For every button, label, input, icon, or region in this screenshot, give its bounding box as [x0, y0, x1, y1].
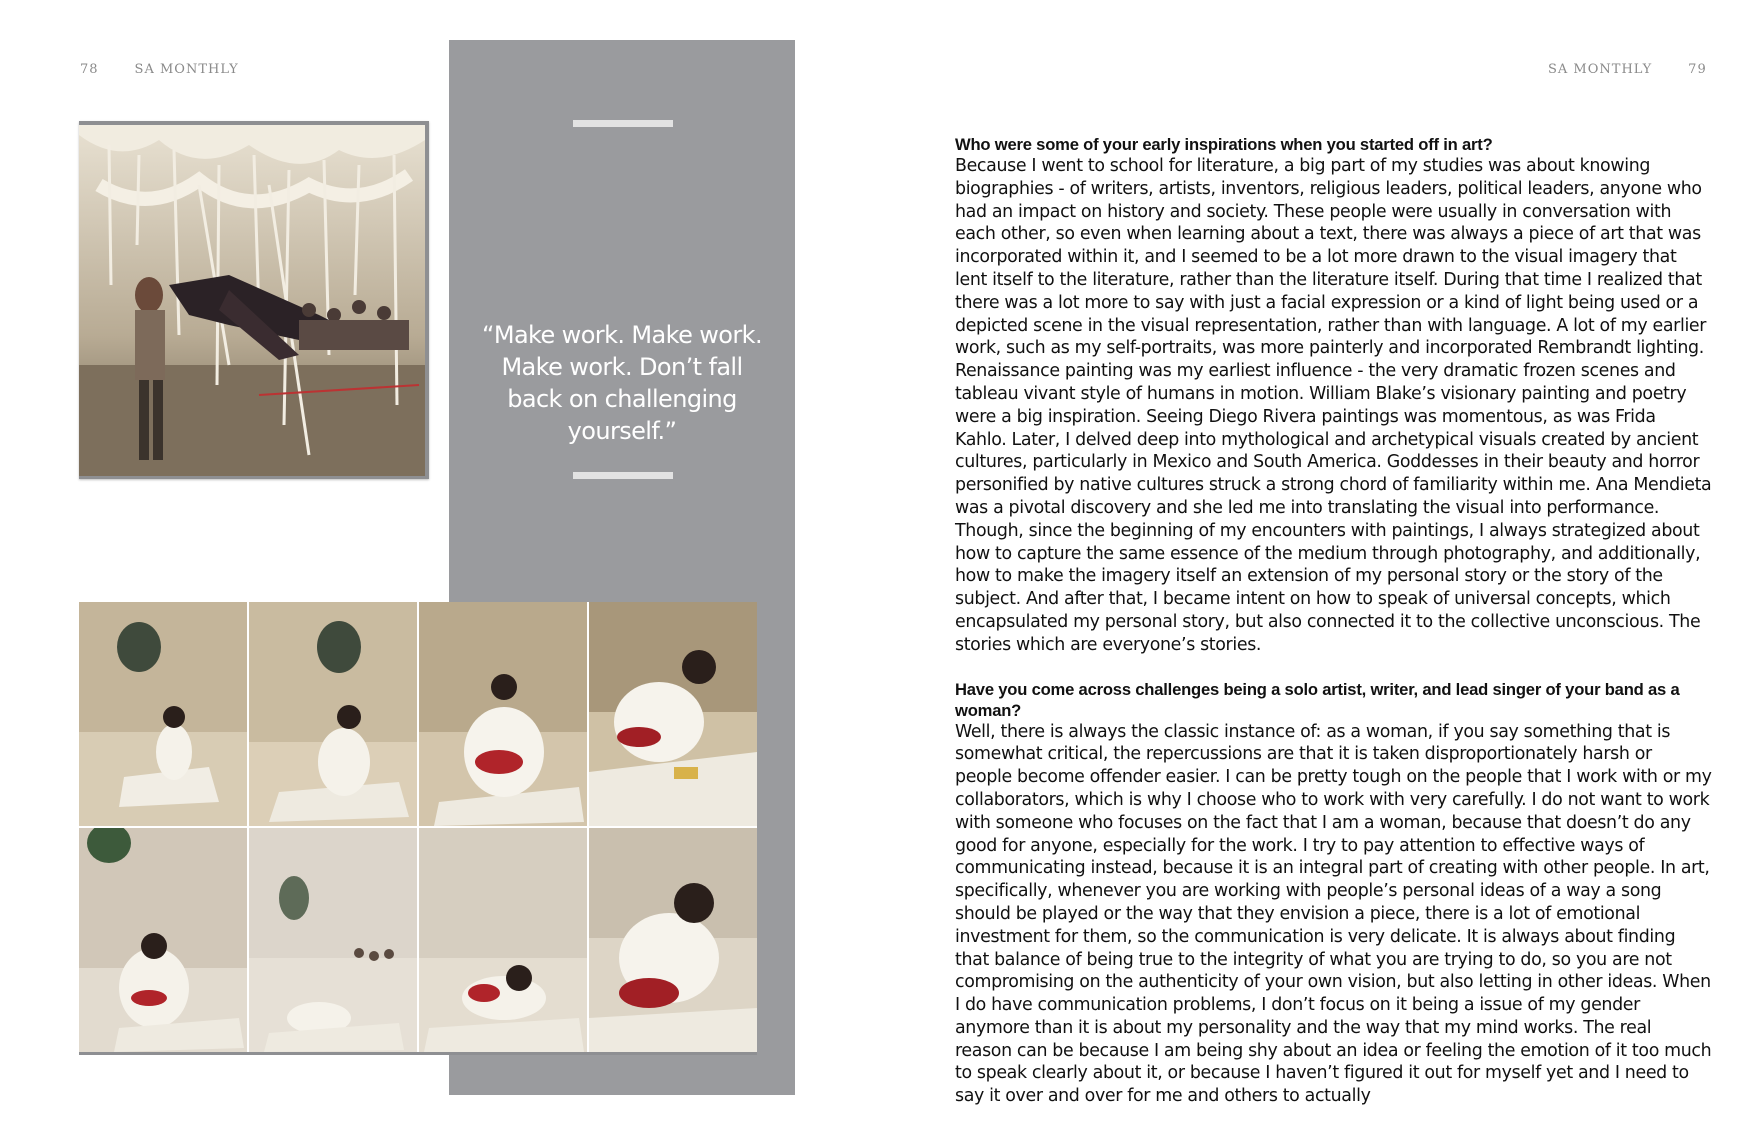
folio-left	[80, 62, 239, 77]
interview-answer-2: Well, there is always the classic instance of: as a woman, if you say something that is somewhat critical, the repercussions are that it is taken disproportionately harsh or people become offender easier. I can be pretty tough on the people that I work with or my collaborators, which is why I choose who to work with very carefully. I do not want to work with someone who focuses on the fact that I am a woman, because that doesn’t do any good for anyone, especially for the work. I try to pay attention to effective ways of communicating instead, because it is an integral part of creating with other people. In art, specifically, whenever you are working with people’s personal ideas of a way a song should be played or the way that they envision a piece, there is a lot of emotional investment for them, so the communication is very delicate. It is always about finding that balance of being true to the integrity of what you are trying to do, so you are not compromising on the authenticity of your own vision, but also letting in other ideas. When I do have communication problems, I don’t focus on it being a issue of my gender anymore than it is about my personality and the way that my mind works. The real reason can be because I am being shy about an idea or feeling the emotion of it too much to speak clearly about it, or because I haven’t figured it out for myself yet and I need to say it over and over for me and others to actually	[955, 721, 1712, 1107]
performance-frame-5	[79, 828, 247, 1052]
interview-question-1: Who were some of your early inspirations when you started off in art?	[955, 135, 1493, 154]
performance-photo-grid	[79, 602, 757, 1055]
performance-frame-3	[419, 602, 587, 826]
performance-frame-4	[589, 602, 757, 826]
interview-question-2: Have you come across challenges being a solo artist, writer, and lead singer of your band as a woman?	[955, 679, 1680, 720]
page-number-right: 79	[1688, 62, 1707, 77]
performance-frame-6	[249, 828, 417, 1052]
quote-rule-bottom	[573, 472, 673, 479]
publication-name-right: SA MONTHLY	[1548, 62, 1653, 77]
performance-frame-8	[589, 828, 757, 1052]
quote-rule-top	[573, 120, 673, 127]
interview-answer-1: Because I went to school for literature, a big part of my studies was about knowing biographies - of writers, artists, inventors, religious leaders, political leaders, anyone who had an impact on history and society. These people were usually in conversation with each other, so even when learning about a text, there was always a piece of art that was incorporated within it, and I seemed to be a lot more drawn to the visual imagery that lent itself to the literature, rather than the literature itself. During that time I realized that there was a lot more to say with just a facial expression or a kind of light being used or a depicted scene in the visual representation, rather than with language. A lot of my earlier work, such as my self-portraits, was more painterly and incorporated Rembrandt lighting. Renaissance painting was my earliest influence - the very dramatic frozen scenes and tableau vivant style of humans in motion. William Blake’s visionary painting and poetry were a big inspiration. Seeing Diego Rivera paintings was momentous, as was Frida Kahlo. Later, I delved deep into mythological and archetypical visuals created by ancient cultures, particularly in Mexico and South America. Goddesses in their beauty and horror personified by native cultures struck a strong chord of familiarity within me. Ana Mendieta was a pivotal discovery and she led me into translating the visual into performance. Though, since the beginning of my encounters with paintings, I always strategized about how to capture the same essence of the medium through photography, and additionally, how to make the imagery itself an extension of my personal story or the story of the subject. And after that, I became intent on how to speak of universal concepts, which encapsulated my personal story, but also connected it to the collective unconscious. The stories which are everyone’s stories.	[955, 156, 1712, 655]
publication-name-left: SA MONTHLY	[134, 62, 239, 77]
interview-article	[955, 134, 1712, 1130]
page-number-left: 78	[80, 62, 99, 77]
performance-frame-1	[79, 602, 247, 826]
installation-photo	[79, 121, 429, 479]
folio-right	[1548, 62, 1707, 77]
pull-quote: “Make work. Make work. Make work. Don’t fall back on challenging yourself.”	[482, 321, 762, 445]
installation-illustration	[79, 125, 425, 476]
performance-frame-7	[419, 828, 587, 1052]
performance-frame-2	[249, 602, 417, 826]
